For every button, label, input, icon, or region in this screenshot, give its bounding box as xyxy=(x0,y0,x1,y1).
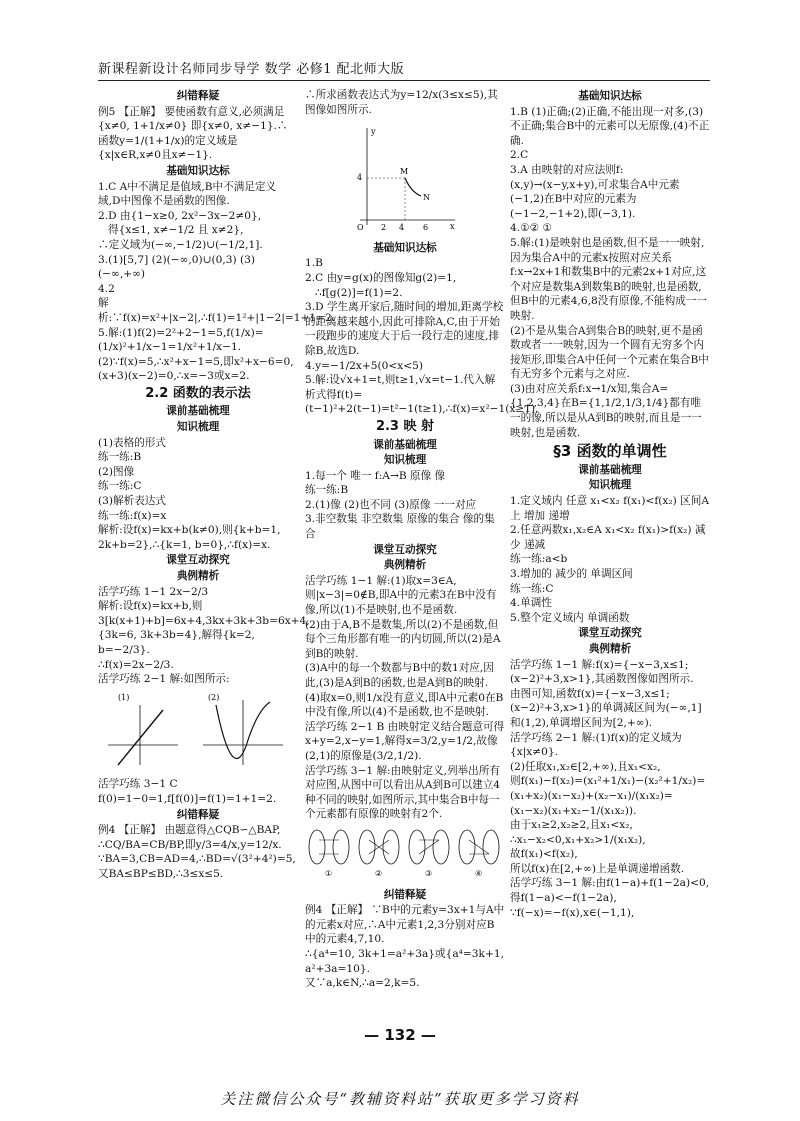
set-ellipse xyxy=(483,830,499,864)
section-heading: 纠错释疑 xyxy=(383,888,427,901)
answer-5-part2: (2)∵f(x)=5,∴x²+x−1=5,即x²+x−6=0, xyxy=(98,355,294,368)
figure-label: (1) xyxy=(118,692,130,702)
example-4-range: 又BA≤BP≤BD,∴3≤x≤5. xyxy=(98,867,224,880)
graph-figure-pair xyxy=(98,690,298,770)
example-4: 例4 【正解】 ∵B中的元素y=3x+1与A中的元素x对应,∴A中元素1,2,3分别对应B中的元素4,7,10. xyxy=(305,904,505,946)
section-heading: 课前基础梳理 xyxy=(166,405,230,418)
section-heading: 基础知识达标 xyxy=(578,90,642,102)
answer-4: 4.①② ① xyxy=(510,222,552,235)
figure-label: (2) xyxy=(208,692,220,702)
header-rule xyxy=(98,80,710,81)
section-heading: 基础知识达标 xyxy=(373,241,437,254)
section-heading: 知识梳理 xyxy=(383,454,427,467)
section-heading: 课堂互动探究 xyxy=(578,627,642,640)
example-5: 例5 【正解】 要使函数有意义,必须满足{x≠0, 1+1/x≠0} 即{x≠0, x≠−1}.∴函数y=1/(1+1/x)的定义域是{x|x∈R,x≠0且x≠−1}. xyxy=(98,105,288,162)
practice: 练一练:f(x)=x xyxy=(98,509,167,522)
exercise-3-1: 活学巧练 3−1 C f(0)=1−0=1,f[f(0)]=f(1)=1+1=2. xyxy=(98,778,277,805)
exercise-1-1: 活学巧练 1−1 解:f(x)={−x−3,x≤1; (x−2)²+3,x>1},其函数图像如图所示. xyxy=(510,658,694,686)
answer-4: 4.2 xyxy=(98,282,115,295)
exercise-2-1-step: ∴x₁−x₂<0,x₁+x₂>1/(x₁x₂), xyxy=(510,833,646,846)
answer-1: 1.B (1)正确;(2)正确,不能出现一对多,(3)不正确;集合B中的元素可以无原像,(4)不正确. xyxy=(510,105,710,147)
set-ellipse xyxy=(333,830,349,864)
exercise-2-1: 活学巧练 2−1 B 由映射定义结合题意可得x+y=2,x−y=1,解得x=3/2,y=1/2,故像(2,1)的原像是(3/2,1/2). xyxy=(305,720,505,762)
set-ellipse xyxy=(359,830,375,864)
exercise-2-1-conclusion: 所以f(x)在[2,+∞)上是单调递增函数. xyxy=(510,862,685,875)
diagram-number: ③ xyxy=(425,868,433,878)
page-number: — 132 — xyxy=(364,1026,436,1044)
exercise-2-1-step: 故f(x₁)<f(x₂), xyxy=(510,848,578,861)
exercise-2-1-step: (2)任取x₁,x₂∈[2,+∞),且x₁<x₂, xyxy=(510,760,661,773)
answer-5-part3: (3)由对应关系f:x→1/x知,集合A={1,2,3,4}在B={1,1/2,1/3,1/4}都有唯一的像,所以是从A到B的映射,而且是一一映射,也是函数. xyxy=(510,382,702,439)
answer-2-cont: ∴f[g(2)]=f(1)=2. xyxy=(315,286,403,299)
x-tick: 6 xyxy=(423,223,429,233)
curve-mn xyxy=(405,178,421,196)
exercise-2-1-step: 则f(x₁)−f(x₂)=(x₁²+1/x₁)−(x₂²+1/x₂)=(x₁+x₂)(x₁−x₂)+(x₂−x₁)/(x₁x₂)=(x₁−x₂)(x₁+x₂−1/(x₁x₂)). xyxy=(510,775,706,817)
function-expression: ∴所求函数表达式为y=12/x(3≤x≤5),其图像如图所示. xyxy=(305,89,498,116)
example-4-length: ∵BA=3,CB=AD=4,∴BD=√(3²+4²)=5, xyxy=(98,853,296,866)
knowledge-item: (2)图像 xyxy=(98,465,135,478)
hyperbola-graph xyxy=(305,120,505,232)
exercise-1-1-result: ∴f(x)=2x−2/3. xyxy=(98,658,174,671)
diagram-number: ② xyxy=(375,868,383,878)
column-1 xyxy=(98,88,336,882)
answer-2: 2.D 由{1−x≥0, 2x²−3x−2≠0}, xyxy=(98,209,262,222)
exercise-2-1: 活学巧练 2−1 解:(1)f(x)的定义域为{x|x≠0}. xyxy=(510,731,682,759)
knowledge-item: 3.增加的 减少的 单调区间 xyxy=(510,568,633,580)
section-heading: 纠错释疑 xyxy=(176,90,220,102)
knowledge-item: 5.整个定义域内 单调函数 xyxy=(510,611,630,624)
practice: 练一练:C xyxy=(98,480,142,493)
column-3 xyxy=(510,88,710,920)
point-m-label: M xyxy=(400,167,409,177)
x-tick: 2 xyxy=(381,223,387,233)
answer-2-result: ∴定义域为(−∞,−1/2)∪(−1/2,1]. xyxy=(98,238,263,251)
practice: 练一练:B xyxy=(98,451,142,464)
answer-3: 3.A 由映射的对应法则f:(x,y)→(x−y,x+y),可求集合A中元素(−1,2)在B中对应的元素为(−1−2,−1+2),即(−3,1). xyxy=(510,163,680,220)
answer-5-part3: (x+3)(x−2)=0,∴x=−3或x=2. xyxy=(98,370,250,383)
exercise-1-1-analysis: 由图可知,函数f(x)={−x−3,x≤1; (x−2)²+3,x>1}的单调减区间为(−∞,1]和(1,2),单调增区间为[2,+∞). xyxy=(510,687,702,729)
answer-4-analysis: 解析:∵f(x)=x²+|x−2|,∴f(1)=1²+|1−2|=1+1=2. xyxy=(98,297,336,324)
running-header: 新课程新设计名师同步导学 数学 必修1 配北师大版 xyxy=(98,62,405,77)
set-ellipse xyxy=(459,830,475,864)
exercise-1-1-analysis: 解析:设f(x)=kx+b,则3[k(x+1)+b]=6x+4,3kx+3k+3b=6x+4, xyxy=(98,600,310,627)
section-heading: 典例精析 xyxy=(383,559,427,572)
knowledge-item: 2.(1)像 (2)也不同 (3)原像 一一对应 xyxy=(305,498,477,511)
exercise-1-1-system: {3k=6, 3k+3b=4},解得{k=2, b=−2/3}. xyxy=(98,629,255,656)
section-heading: 基础知识达标 xyxy=(166,164,230,177)
knowledge-item: 4.单调性 xyxy=(510,597,552,610)
answer-1: 1.C A中不满足是值域,B中不满足定义域,D中图像不是函数的图像. xyxy=(98,180,277,208)
line-graph xyxy=(118,710,163,765)
analysis: 解析:设f(x)=kx+b(k≠0),则{k+b=1, 2k+b=2},∴{k=1, b=0},∴f(x)=x. xyxy=(98,524,281,551)
section-title: §3 函数的单调性 xyxy=(553,442,667,461)
section-heading: 课前基础梳理 xyxy=(373,438,437,451)
exercise-1-1-part3: (3)A中的每一个数都与B中的数1对应,因此,(3)是A到B的函数,也是A到B的映射. xyxy=(305,662,494,689)
practice: 练一练:C xyxy=(510,582,554,595)
section-heading: 课堂互动探究 xyxy=(166,554,230,567)
y-tick: 4 xyxy=(357,173,363,183)
mapping-diagrams xyxy=(305,825,505,879)
section-heading: 纠错释疑 xyxy=(176,808,220,821)
section-heading: 知识梳理 xyxy=(176,421,220,434)
exercise-2-1: 活学巧练 2−1 解:如图所示: xyxy=(98,673,230,686)
exercise-1-1: 活学巧练 1−1 2x−2/3 xyxy=(98,585,209,598)
answer-5: 5.解:设√x+1=t,则t≥1,√x=t−1.代入解析式得f(t)=(t−1)²+2(t−1)=t²−1(t≥1),∴f(x)=x²−1(x≥1). xyxy=(305,374,539,416)
example-4-result: 又∵a,k∈N,∴a=2,k=5. xyxy=(305,977,420,990)
exercise-3-1-step: ∵f(−x)=−f(x),x∈(−1,1), xyxy=(510,906,635,919)
knowledge-item: 2.任意两数x₁,x₂∈A x₁<x₂ f(x₁)>f(x₂) 减少 递减 xyxy=(510,524,706,551)
exercise-1-1-part2: (2)由于A,B不是数集,所以(2)不是函数,但每个三角形都有唯一的内切圆,所以(2)是A到B的映射. xyxy=(305,618,501,660)
example-4-ratio: ∴CQ/BA=CB/BP,即y/3=4/x,y=12/x. xyxy=(98,838,282,851)
set-ellipse xyxy=(409,830,425,864)
x-tick: 4 xyxy=(399,223,405,233)
section-title: 2.2 函数的表示法 xyxy=(145,385,251,401)
answer-2: 2.C 由y=g(x)的图像知g(2)=1, xyxy=(305,271,457,284)
knowledge-item: (1)表格的形式 xyxy=(98,436,166,449)
arrow xyxy=(469,840,489,854)
knowledge-item: 1.每一个 唯一 f:A→B 原像 像 xyxy=(305,469,446,482)
knowledge-item: (3)解析表达式 xyxy=(98,495,166,508)
answer-5-part2: (2)不是从集合A到集合B的映射,更不是函数或者一一映射,因为一个圆有无穷多个内接矩形,即集合A中任何一个元素在集合B中有无穷多个元素与之对应. xyxy=(510,324,709,381)
knowledge-item: 1.定义域内 任意 x₁<x₂ f(x₁)<f(x₂) 区间A上 增加 递增 xyxy=(510,495,709,522)
set-ellipse xyxy=(383,830,399,864)
knowledge-item: 3.非空数集 非空数集 原像的集合 像的集合 xyxy=(305,513,495,541)
exercise-2-1-step: 由于x₁≥2,x₂≥2,且x₁<x₂, xyxy=(510,819,633,832)
example-4-system: ∴{a⁴=10, 3k+1=a²+3a}或{a⁴=3k+1, a²+3a=10}. xyxy=(305,947,504,975)
diagram-number: ④ xyxy=(475,868,483,878)
exercise-3-1: 活学巧练 3−1 解:由f(1−a)+f(1−2a)<0,得f(1−a)<−f(1−2a), xyxy=(510,877,710,905)
practice: 练一练:a<b xyxy=(510,553,568,566)
y-axis-label: y xyxy=(371,127,376,137)
section-heading: 课堂互动探究 xyxy=(373,543,437,556)
diagram-number: ① xyxy=(325,868,333,878)
answer-2: 2.C xyxy=(510,149,529,162)
set-ellipse xyxy=(433,830,449,864)
exercise-3-1: 活学巧练 3−1 解:由映射定义,列举出所有对应图,从图中可以看出从A到B可以建立4种不同的映射,如图所示,其中集合B中每一个元素都有原像的映射有2个. xyxy=(305,764,501,821)
answer-3: 3.(1)[5,7] (2)(−∞,0)∪(0,3) (3)(−∞,+∞) xyxy=(98,253,256,281)
footer-note: 关注微信公众号“教辅资料站”获取更多学习资料 xyxy=(220,1090,580,1108)
exercise-1-1: 活学巧练 1−1 解:(1)取x=3∈A,则|x−3|=0∉B,即A中的元素3在B中没有像,所以(1)不是映射,也不是函数. xyxy=(305,574,497,617)
answer-4: 4.y=−1/2x+5(0<x<5) xyxy=(305,359,423,372)
x-axis-label: x xyxy=(450,222,455,232)
set-ellipse xyxy=(309,830,325,864)
section-heading: 课前基础梳理 xyxy=(578,463,642,476)
section-heading: 典例精析 xyxy=(176,570,220,582)
section-heading: 知识梳理 xyxy=(588,479,632,492)
arrow xyxy=(419,840,439,854)
answer-1: 1.B xyxy=(305,257,323,270)
practice: 练一练:B xyxy=(305,484,349,497)
answer-2-cont: 得{x≤1, x≠−1/2 且 x≠2}, xyxy=(108,224,244,237)
section-heading: 典例精析 xyxy=(588,642,632,655)
point-n-label: N xyxy=(423,193,430,203)
answer-3: 3.D 学生离开家后,随时间的增加,距离学校的距离越来越小,因此可排除A,C,由于开始一段跑步的速度大于后一段行走的速度,排除B,故选D. xyxy=(305,301,504,357)
answer-5: 5.解:(1)f(2)=2²+2−1=5,f(1/x)=(1/x)²+1/x−1=1/x²+1/x−1. xyxy=(98,326,264,354)
exercise-1-1-part4: (4)取x=0,则1/x没有意义,即A中元素0在B中没有像,所以(4)不是函数,也不是映射. xyxy=(305,691,504,719)
example-4: 例4 【正解】 由题意得△CQB∽△BAP, xyxy=(98,824,281,837)
section-title: 2.3 映 射 xyxy=(375,418,435,434)
answer-5: 5.解:(1)是映射也是函数,但不是一一映射,因为集合A中的元素x按照对应关系f:x→2x+1和数集B中的元素2x+1对应,这个对应是数集A到数集B的映射,也是函数,但B中的元素4,6,8没有原像,不能构成一一映射. xyxy=(510,236,708,322)
origin-label: O xyxy=(357,223,364,233)
